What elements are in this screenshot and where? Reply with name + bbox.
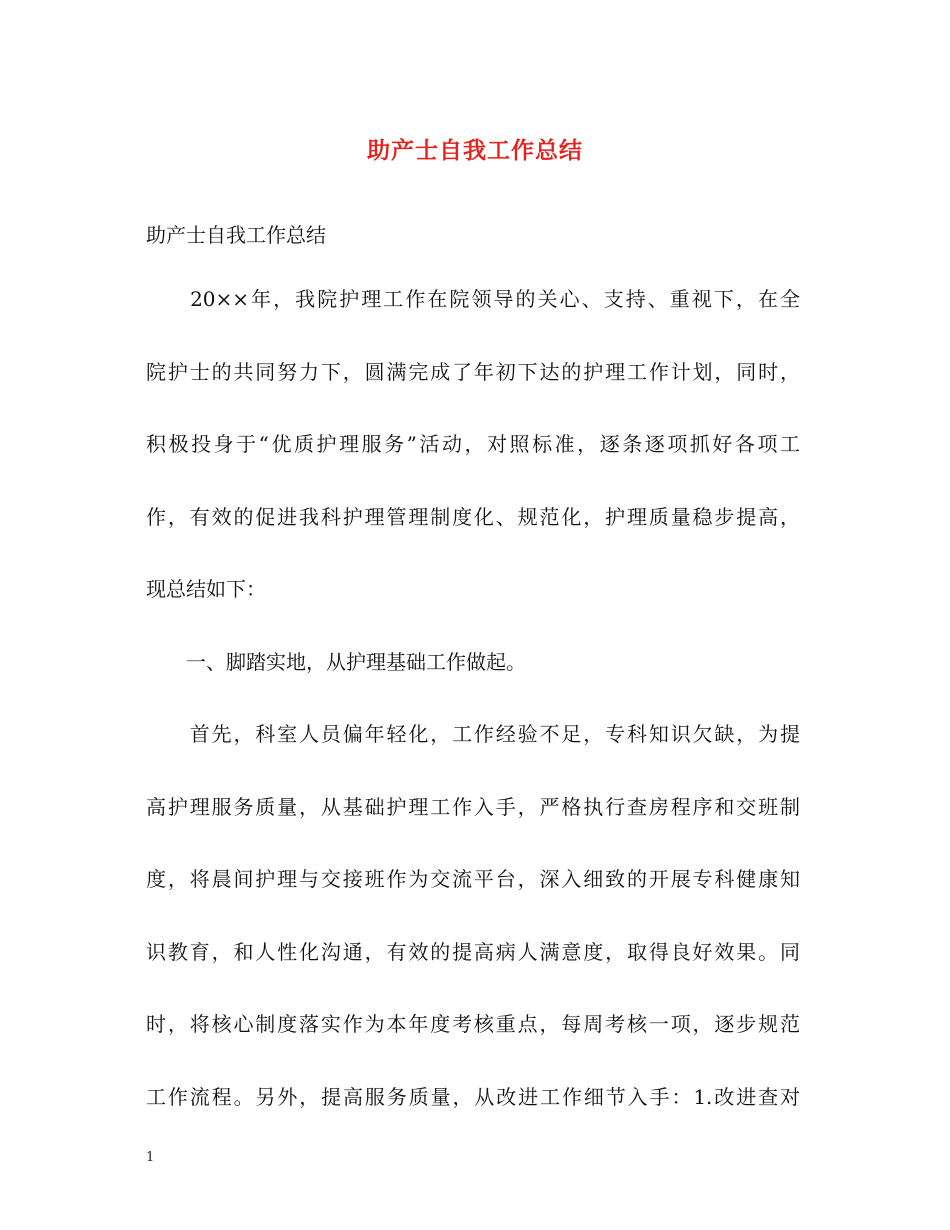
document-title: 助产士自我工作总结 (367, 137, 583, 164)
body-line: 一、脚踏实地，从护理基础工作做起。 (146, 649, 526, 674)
page-number: 1 (146, 1150, 155, 1165)
document-subtitle: 助产士自我工作总结 (146, 223, 326, 247)
body-line: 首先，科室人员偏年轻化，工作经验不足，专科知识欠缺，为提 (146, 722, 800, 746)
body-line: 度，将晨间护理与交接班作为交流平台，深入细致的开展专科健康知 (146, 867, 800, 891)
body-line: 作，有效的促进我科护理管理制度化、规范化，护理质量稳步提高， (146, 504, 800, 529)
body-line: 时，将核心制度落实作为本年度考核重点，每周考核一项，逐步规范 (146, 1012, 800, 1036)
body-line: 高护理服务质量，从基础护理工作入手，严格执行查房程序和交班制 (146, 794, 800, 819)
body-line: 20××年，我院护理工作在院领导的关心、支持、重视下，在全 (146, 287, 800, 311)
body-line: 识教育，和人性化沟通，有效的提高病人满意度，取得良好效果。同 (146, 939, 800, 964)
body-line: 院护士的共同努力下，圆满完成了年初下达的护理工作计划，同时， (146, 359, 800, 384)
body-line: 现总结如下： (146, 577, 266, 601)
body-line: 工作流程。另外，提高服务质量，从改进工作细节入手：1.改进查对 (146, 1084, 800, 1109)
body-line: 积极投身于“优质护理服务”活动，对照标准，逐条逐项抓好各项工 (146, 432, 800, 456)
document-body (146, 284, 800, 1154)
